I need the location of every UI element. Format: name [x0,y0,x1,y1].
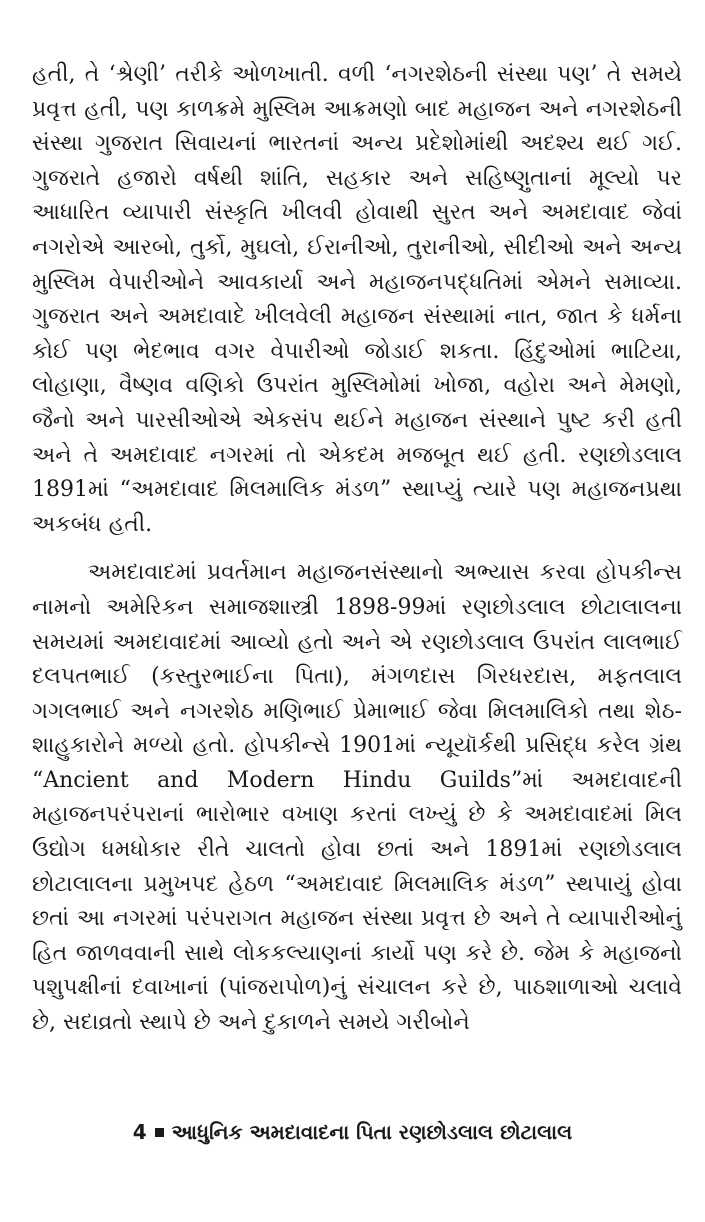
page-footer [0,1120,705,1144]
paragraph-hopkins-study: અમદાવાદમાં પ્રવર્તમાન મહાજનસંસ્થાનો અભ્યાસ કરવા હોપકીન્સ નામનો અમેરિકન સમાજશાસ્ત્રી 1898-99માં રણછોડલાલ છોટાલાલના સમયમાં અમદાવાદમાં આવ્યો હતો અને એ રણછોડલાલ ઉપરાંત લાલભાઈ દલપતભાઈ (કસ્તુરભાઈના પિતા), મંગળદાસ ગિરધરદાસ, મફતલાલ ગગલભાઈ અને નગરશેઠ મણિભાઈ પ્રેમાભાઈ જેવા મિલમાલિકો તથા શેઠ-શાહુકારોને મળ્યો હતો. હોપકીન્સે 1901માં ન્યૂયૉર્કથી પ્રસિદ્ધ કરેલ ગ્રંથ “Ancient and Modern Hindu Guilds”માં અમદાવાદની મહાજનપરંપરાનાં ભારોભાર વખાણ કરતાં લખ્યું છે કે અમદાવાદમાં મિલ ઉદ્યોગ ધમધોકાર રીતે ચાલતો હોવા છતાં અને 1891માં રણછોડલાલ છોટાલાલના પ્રમુખપદ હેઠળ “અમદાવાદ મિલમાલિક મંડળ” સ્થપાયું હોવા છતાં આ નગરમાં પરંપરાગત મહાજન સંસ્થા પ્રવૃત્ત છે અને તે વ્યાપારીઓનું હિત જાળવવાની સાથે લોકકલ્યાણનાં કાર્યો પણ કરે છે. જેમ કે મહાજનો પશુપક્ષીનાં દવાખાનાં (પાંજરાપોળ)નું સંચાલન કરે છે, પાઠશાળાઓ ચલાવે છે, સદાવ્રતો સ્થાપે છે અને દુકાળને સમયે ગરીબોને [32,560,682,1036]
page-number: 4 [132,1120,147,1144]
page-body [32,58,682,1041]
paragraph-guilds-history: હતી, તે ‘શ્રેણી’ તરીકે ઓળખાતી. વળી ‘નગરશેઠની સંસ્થા પણ’ તે સમયે પ્રવૃત્ત હતી, પણ કાળક્રમે મુસ્લિમ આક્રમણો બાદ મહાજન અને નગરશેઠની સંસ્થા ગુજરાત સિવાયનાં ભારતનાં અન્ય પ્રદેશોમાંથી અદશ્ય થઈ ગઈ. ગુજરાતે હજારો વર્ષથી શાંતિ, સહકાર અને સહિષ્ણુતાનાં મૂલ્યો પર આધારિત વ્યાપારી સંસ્કૃતિ ખીલવી હોવાથી સુરત અને અમદાવાદ જેવાં નગરોએ આરબો, તુર્કો, મુઘલો, ઈરાનીઓ, તુરાનીઓ, સીદીઓ અને અન્ય મુસ્લિમ વેપારીઓને આવકાર્યા અને મહાજનપદ્ધતિમાં એમને સમાવ્યા. ગુજરાત અને અમદાવાદે ખીલવેલી મહાજન સંસ્થામાં નાત, જાત કે ધર્મના કોઈ પણ ભેદભાવ વગર વેપારીઓ જોડાઈ શકતા. હિંદુઓમાં ભાટિયા, લોહાણા, વૈષ્ણવ વણિકો ઉપરાંત મુસ્લિમોમાં ખોજા, વહોરા અને મેમણો, જૈનો અને પારસીઓએ એકસંપ થઈને મહાજન સંસ્થાને પુષ્ટ કરી હતી અને તે અમદાવાદ નગરમાં તો એકદમ મજબૂત થઈ હતી. રણછોડલાલ 1891માં “અમદાવાદ મિલમાલિક મંડળ” સ્થાપ્યું ત્યારે પણ મહાજનપ્રથા અકબંધ હતી. [32,62,682,537]
square-bullet-icon [155,1128,164,1137]
running-title: આધુનિક અમદાવાદના પિતા રણછોડલાલ છોટાલાલ [171,1120,573,1144]
